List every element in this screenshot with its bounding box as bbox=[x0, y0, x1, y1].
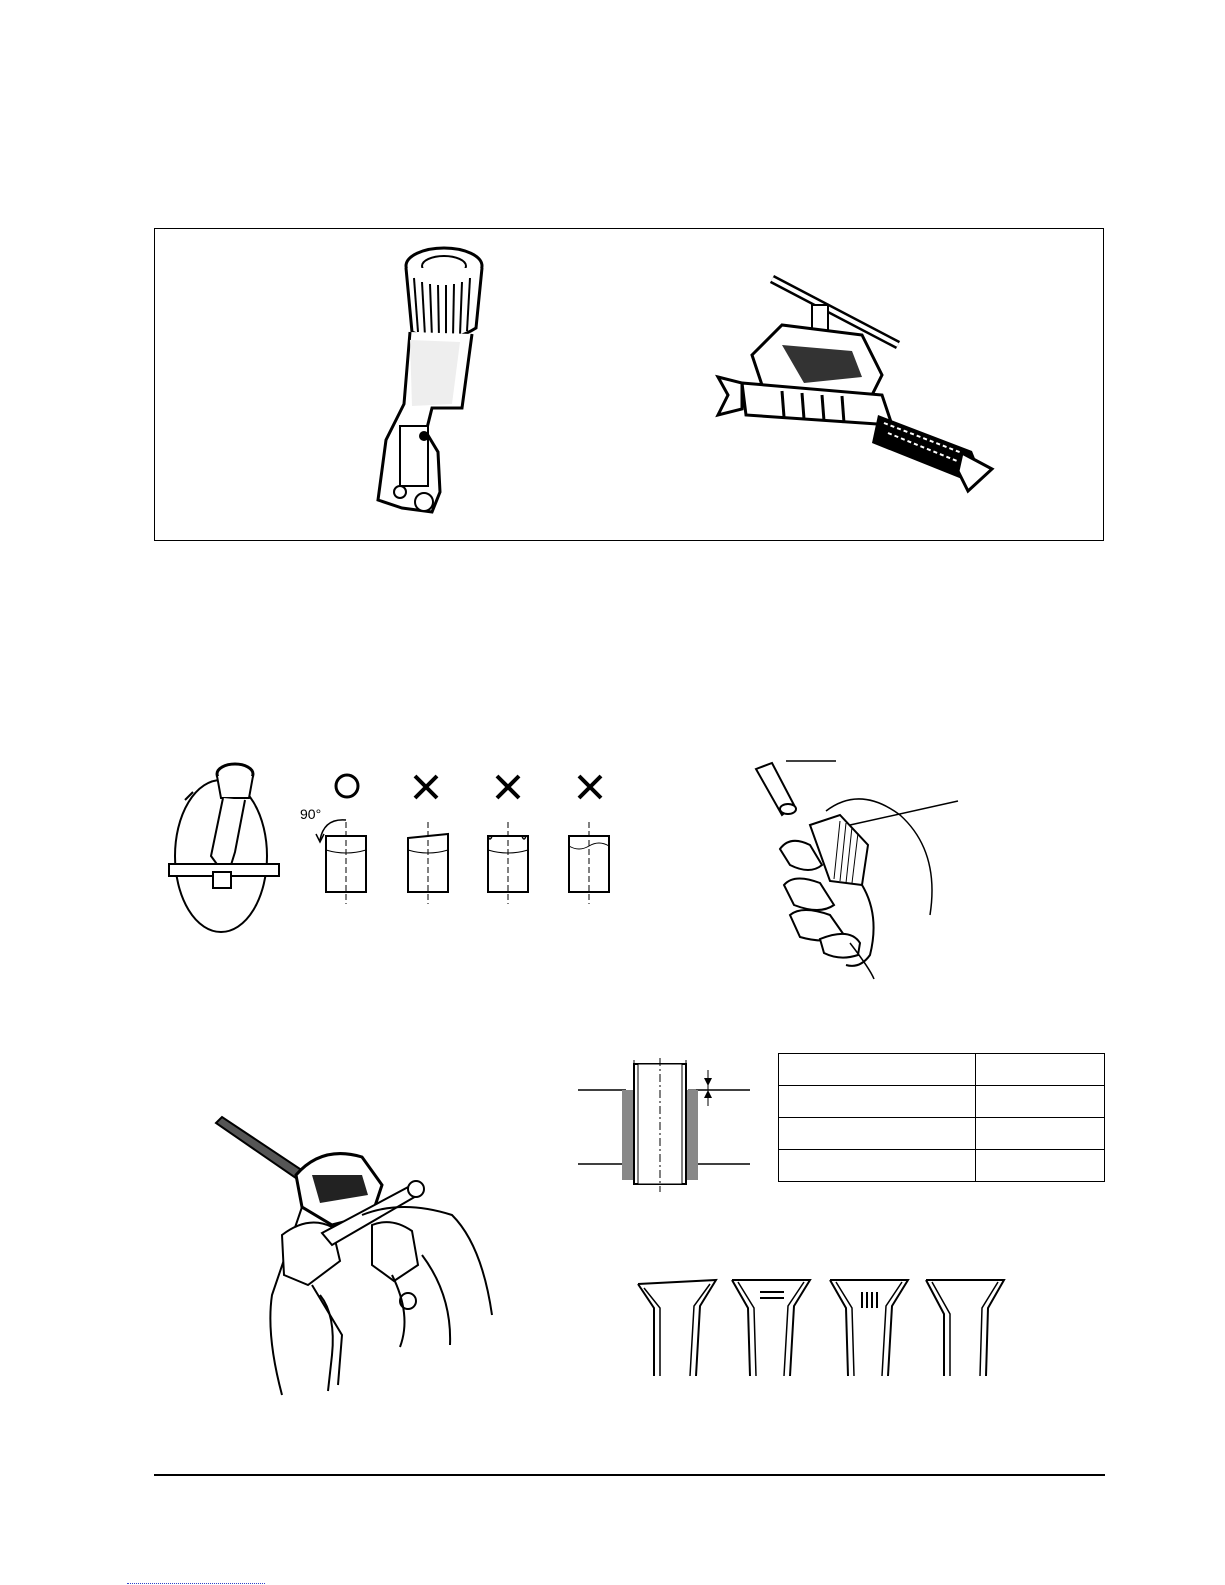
pipe-cut-uneven bbox=[563, 822, 615, 904]
table-cell bbox=[976, 1118, 1105, 1150]
table-cell bbox=[779, 1118, 976, 1150]
correct-mark-icon bbox=[332, 771, 362, 801]
wrong-mark-icon bbox=[576, 773, 604, 801]
flaring-tool-icon bbox=[712, 265, 1002, 495]
flare-dimension-drawing bbox=[576, 1058, 752, 1194]
tube-cutter-icon bbox=[340, 240, 510, 530]
pipe-cut-burred bbox=[482, 822, 534, 904]
table-cell bbox=[976, 1054, 1105, 1086]
flare-shape-cracked bbox=[828, 1278, 910, 1378]
page-link-underline[interactable] bbox=[127, 1583, 265, 1584]
table-row bbox=[779, 1150, 1105, 1182]
table-row bbox=[779, 1118, 1105, 1150]
table-cell bbox=[779, 1150, 976, 1182]
table-row bbox=[779, 1086, 1105, 1118]
flare-shape-uneven bbox=[924, 1278, 1006, 1378]
wrong-mark-icon bbox=[412, 773, 440, 801]
flare-shape-good bbox=[636, 1278, 718, 1378]
flare-shape-scratched bbox=[730, 1278, 812, 1378]
reamer-hand-icon bbox=[750, 755, 965, 985]
table-cell bbox=[779, 1086, 976, 1118]
angle-90-label: 90° bbox=[300, 806, 322, 822]
pipe-cut-slanted bbox=[402, 822, 454, 904]
flaring-in-hands-icon bbox=[212, 1115, 502, 1400]
table-cell bbox=[779, 1054, 976, 1086]
table-cell bbox=[976, 1086, 1105, 1118]
pipe-cut-square bbox=[320, 822, 372, 904]
footer-rule bbox=[154, 1474, 1105, 1476]
wrong-mark-icon bbox=[494, 773, 522, 801]
table-cell bbox=[976, 1150, 1105, 1182]
flare-dimension-table bbox=[778, 1053, 1105, 1182]
pipe-cutting-icon bbox=[165, 760, 285, 940]
table-row bbox=[779, 1054, 1105, 1086]
